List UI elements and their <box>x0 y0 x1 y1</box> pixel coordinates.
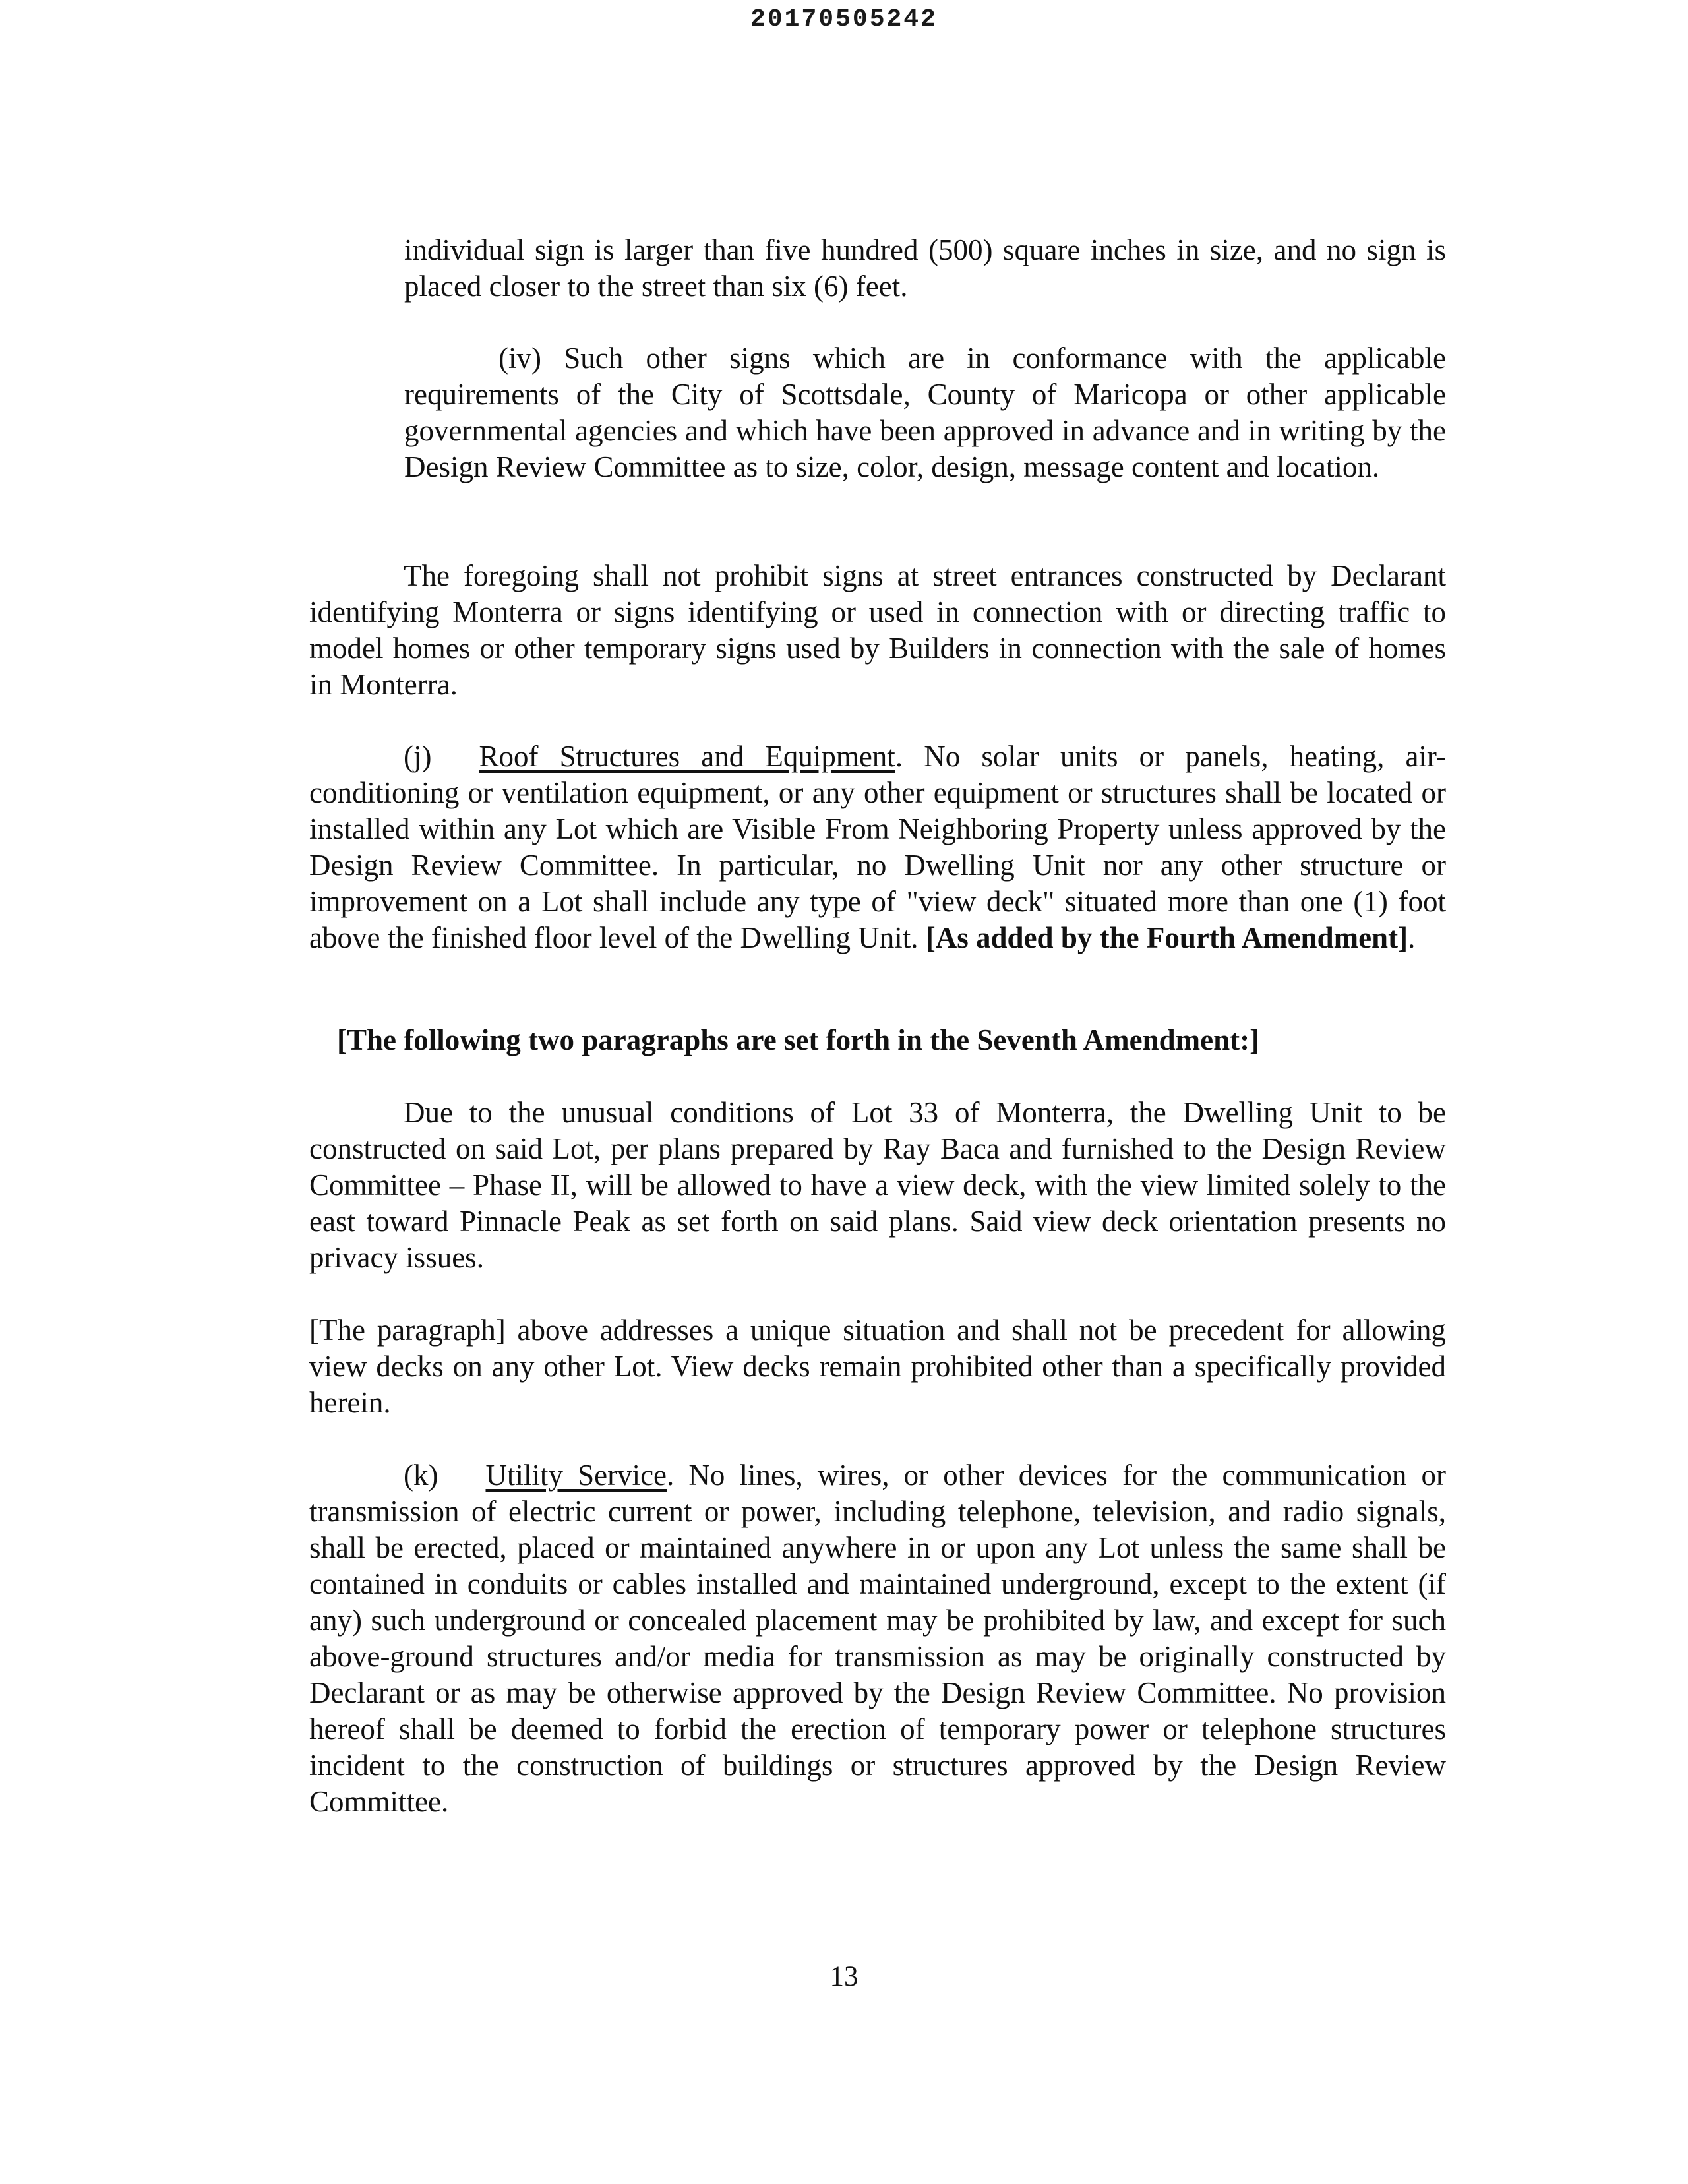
section-title-roof-structures: Roof Structures and Equipment <box>479 740 895 773</box>
paragraph-lot-33: Due to the unusual conditions of Lot 33 of Monterra, the Dwelling Unit to be constructed on said Lot, per plans prepared by Ray Baca and furnished to the Design Review Committee – Phase II, will be allowed to have a view deck, with the view limited solely to the east toward Pinnacle Peak as set forth on said plans. Said view deck orientation presents no privacy issues. <box>309 1096 1446 1274</box>
paragraph-roof-structures <box>309 739 1446 956</box>
paragraph-unique-situation: [The paragraph] above addresses a unique situation and shall not be precedent for allowing view decks on any other Lot. View decks remain prohibited other than a specifically provided herein. <box>309 1314 1446 1419</box>
page-number: 13 <box>829 1961 859 1992</box>
utility-service-body: . No lines, wires, or other devices for the communication or transmission of electric current or power, including telephone, television, and radio signals, shall be erected, placed or maintained anywhere in or upon any Lot unless the same shall be contained in conduits or cables installed and maintained underground, except to the extent (if any) such underground or concealed placement may be prohibited by law, and except for such above-ground structures and/or media for transmission as may be originally constructed by Declarant or as may be otherwise approved by the Design Review Committee. No provision hereof shall be deemed to forbid the erection of temporary power or telephone structures incident to the construction of buildings or structures approved by the Design Review Committee. <box>309 1459 1446 1818</box>
seventh-amendment-heading: [The following two paragraphs are set forth in the Seventh Amendment:] <box>337 1023 1260 1056</box>
recording-number: 20170505242 <box>750 5 938 34</box>
section-marker-k: (k) <box>404 1459 438 1492</box>
paragraph-foregoing-signs: The foregoing shall not prohibit signs at street entrances constructed by Declarant identifying Monterra or signs identifying or used in connection with or directing traffic to model homes or other temporary signs used by Builders in connection with the sale of homes in Monterra. <box>309 559 1446 701</box>
paragraph-sign-size: individual sign is larger than five hundred (500) square inches in size, and no sign is placed closer to the street than six (6) feet. <box>404 233 1446 303</box>
roof-structures-body: . No solar units or panels, heating, air-conditioning or ventilation equipment, or any other equipment or structures shall be located or installed within any Lot which are Visible From Neighboring Property unless approved by the Design Review Committee. In particular, no Dwelling Unit nor any other structure or improvement on a Lot shall include any type of "view deck" situated more than one (1) foot above the finished floor level of the Dwelling Unit. <box>309 740 1447 954</box>
paragraph-other-signs: (iv) Such other signs which are in conformance with the applicable requirements of the City of Scottsdale, County of Maricopa or other applicable governmental agencies and which have been approved in advance and in writing by the Design Review Committee as to size, color, design, message content and location. <box>404 342 1446 483</box>
section-title-utility-service: Utility Service <box>485 1459 667 1492</box>
roof-structures-end: . <box>1408 921 1416 954</box>
paragraph-utility-service <box>309 1457 1446 1820</box>
section-marker-j: (j) <box>404 740 432 773</box>
amendment-note: [As added by the Fourth Amendment] <box>925 921 1408 954</box>
